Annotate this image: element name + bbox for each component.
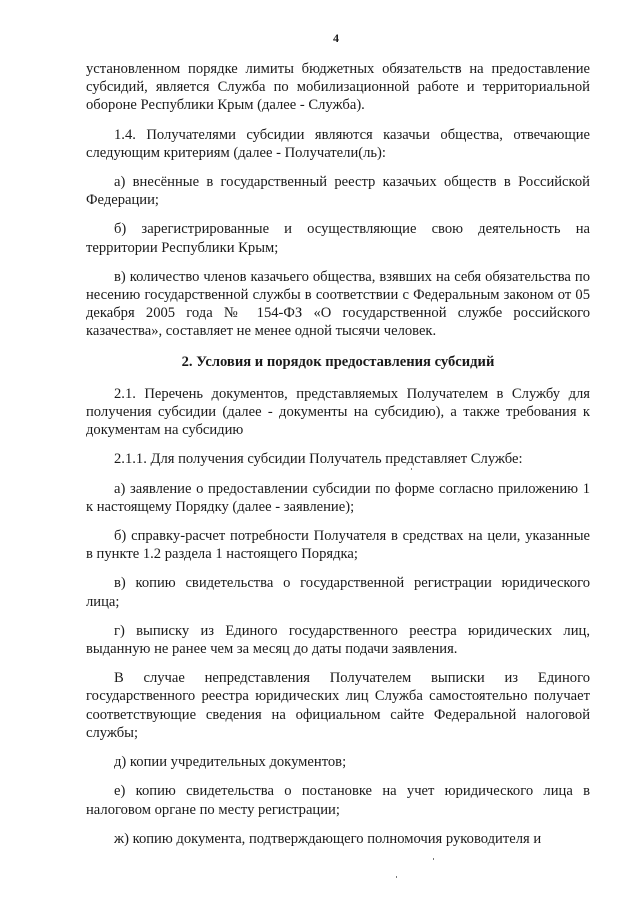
paragraph-intro: установленном порядке лимиты бюджетных обязательств на предоставление субсидий, является Служба по мобилизационной работе и территориальной обороне Республики Крым (далее - Служба). (86, 61, 590, 114)
paragraph-2-1-1-e: е) копию свидетельства о постановке на учет юридического лица в налоговом органе по месту регистрации; (86, 783, 590, 818)
paragraph-2-1-1-d: д) копии учредительных документов; (114, 754, 347, 771)
paragraph-1-4-v: в) количество членов казачьего общества, взявших на себя обязательства по несению государственной службы в соответствии с Федеральным законом от 05 декабря 2005 года № 154-ФЗ «О государственной службе российского казачества», составляет не менее одной тысячи человек. (86, 268, 590, 340)
paragraph-1-4-a: а) внесённые в государственный реестр казачьих обществ в Российской Федерации; (86, 174, 590, 209)
page-number: 4 (333, 31, 339, 45)
paragraph-2-1-1-g-note: В случае непредставления Получателем выписки из Единого государственного реестра юридических лиц Служба самостоятельно получает соответствующие сведения на официальном сайте Федеральной налоговой службы; (86, 670, 590, 741)
scan-speck (396, 876, 397, 878)
paragraph-2-1-1-g: г) выписку из Единого государственного реестра юридических лиц, выданную не ранее чем за месяц до даты подачи заявления. (86, 622, 590, 658)
document-body (86, 60, 590, 859)
paragraph-2-1-1-a: а) заявление о предоставлении субсидии по форме согласно приложению 1 к настоящему Порядку (далее - заявление); (86, 480, 590, 515)
paragraph-1-4: 1.4. Получателями субсидии являются казачьи общества, отвечающие следующим критериям (далее - Получатели(ль): (86, 126, 590, 161)
paragraph-2-1-1-zh: ж) копию документа, подтверждающего полномочия руководителя и (114, 830, 542, 847)
paragraph-1-4-b: б) зарегистрированные и осуществляющие свою деятельность на территории Республики Крым; (86, 221, 590, 256)
section-2-heading: 2. Условия и порядок предоставления субсидий (181, 353, 495, 370)
paragraph-2-1-1: 2.1.1. Для получения субсидии Получатель представляет Службе: (114, 451, 523, 468)
paragraph-2-1: 2.1. Перечень документов, представляемых Получателем в Службу для получения субсидии (далее - документы на субсидию), а также требования к документам на субсидию (86, 385, 590, 439)
scan-speck (411, 468, 412, 470)
scan-speck (433, 858, 434, 860)
paragraph-2-1-1-b: б) справку-расчет потребности Получателя в средствах на цели, указанные в пункте 1.2 раздела 1 настоящего Порядка; (86, 528, 590, 563)
paragraph-2-1-1-v: в) копию свидетельства о государственной регистрации юридического лица; (86, 575, 590, 610)
